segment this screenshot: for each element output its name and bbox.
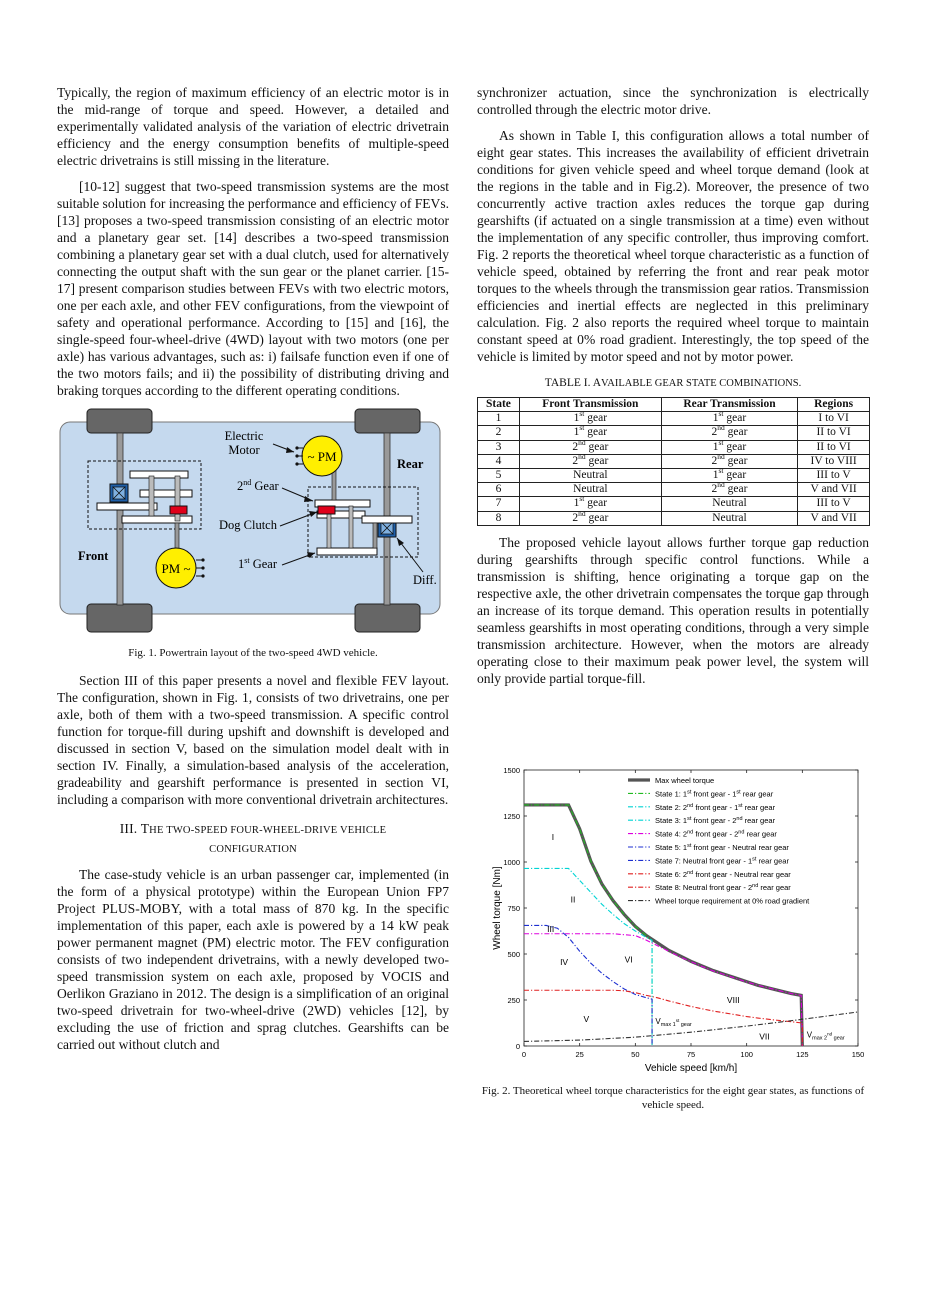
table-row <box>478 497 870 511</box>
figure-1 <box>57 408 449 660</box>
region-label: VIII <box>726 994 740 1005</box>
x-tick-label: 100 <box>740 1050 753 1059</box>
y-tick-label: 1000 <box>503 858 520 867</box>
x-tick-label: 50 <box>631 1050 640 1059</box>
table-cell: 1st gear <box>661 440 797 454</box>
legend-entry: State 8: Neutral front gear - 2nd rear gear <box>655 883 791 893</box>
x-tick-label: 0 <box>521 1050 527 1059</box>
table-cell: V and VII <box>798 483 870 497</box>
x-axis-label: Vehicle speed [km/h] <box>644 1063 738 1074</box>
region-label: V <box>583 1014 590 1025</box>
table-cell: III to V <box>798 497 870 511</box>
y-tick-label: 1250 <box>503 812 520 821</box>
table-cell: 2nd gear <box>519 454 661 468</box>
annotation: $V_{max 2}nd$ $_{gear}$ <box>806 1030 845 1042</box>
table-cell: I to VI <box>798 412 870 426</box>
legend-entry: State 3: 1st front gear - 2nd rear gear <box>655 816 776 826</box>
legend-entry: State 1: 1st front gear - 1st rear gear <box>655 789 774 799</box>
paragraph: [10-12] suggest that two-speed transmission systems are the most suitable solution for increasing the performance and efficiency of FEVs. [13] proposes a two-speed transmission consisting of an electric motor and a planetary gear set. [14] describes a two-speed transmission combining a planetary gear set with a dual clutch, used for alternatively connecting the output shaft with the sun gear or the planet carrier. [15-17] present comparison studies between FEVs with two electric motors, one per each axle, and other FEV configurations, from the viewpoint of safety and operational performance. According to [15] and [16], the single-speed four-wheel-drive (4WD) layout with two motors (one per axle) has various advantages, such as: i) failsafe function even if one of the two motors fails; and ii) the possibility of distributing driving and braking torques according to the different operating conditions. <box>57 179 449 398</box>
label-second-gear: 2nd Gear <box>237 478 279 493</box>
table-row <box>478 469 870 483</box>
legend-entry: State 2: 2nd front gear - 1st rear gear <box>655 802 776 812</box>
paragraph: The proposed vehicle layout allows further torque gap reduction during gearshifts through specific control functions. While a transmission is shifting, hence originating a torque gap on the respective axle, the other drivetrain compensates the torque gap through an increase of its torque demand. This operation results in potentially seamless gearshifts in most operating conditions, through a very simple transmission architecture. However, when the motors are already operating close to their maximum peak power level, the system will only provide partial torque-fill. <box>477 534 869 686</box>
region-label: VI <box>624 954 633 965</box>
right-column <box>477 84 869 696</box>
y-axis-label: Wheel torque [Nm] <box>492 866 503 950</box>
x-tick-label: 125 <box>796 1050 809 1059</box>
figure-2 <box>478 760 870 1080</box>
table-cell: 2nd gear <box>661 426 797 440</box>
figure-caption: Fig. 1. Powertrain layout of the two-speed 4WD vehicle. <box>128 647 378 659</box>
label-rear: Rear <box>397 457 424 471</box>
paragraph: Typically, the region of maximum efficiency of an electric motor is in the mid-range of torque and speed. However, a detailed and experimentally validated analysis of the variation of electric drivetrain efficiency and the energy consumption benefits of multiple-speed electric drivetrains is still missing in the literature. <box>57 85 449 168</box>
table-row <box>478 440 870 454</box>
front-differential <box>110 484 128 502</box>
y-tick-label: 500 <box>507 950 520 959</box>
label-motor: Motor <box>228 443 260 457</box>
wheel-rear-bottom <box>355 604 420 632</box>
legend-entry: Wheel torque requirement at 0% road gradient <box>655 896 810 906</box>
section-heading: III. THE TWO-SPEED FOUR-WHEEL-DRIVE VEHICLE CONFIGURATION <box>119 821 387 855</box>
paragraph: The case-study vehicle is an urban passenger car, implemented (in the form of a physical prototype) within the European Union FP7 Project PLUS-MOBY, with a total mass of 870 kg. In the specific implementation of this paper, each axle is powered by a 14 kW peak power permanent magnet (PM) electric motor. The FEV configuration consists of two independent drivetrains, with a newly developed two-speed transmission system on each axle, proposed by VOCIS and Oerlikon Graziano in 2012. The design is a simplification of an original two-speed drivetrain for two-wheel-drive (2WD) vehicles [12], by excluding the use of friction and sprag clutches. Gearshifts can be carried out without clutch and <box>57 867 449 1052</box>
region-label: VII <box>759 1031 770 1042</box>
x-tick-label: 75 <box>686 1050 696 1059</box>
table-cell: 2nd gear <box>661 483 797 497</box>
y-tick-label: 1500 <box>503 766 520 775</box>
table-cell: 1st gear <box>661 469 797 483</box>
paragraph: Section III of this paper presents a novel and flexible FEV layout. The configuration, shown in Fig. 1, consists of two drivetrains, one per axle, both of them with a two-speed transmission. A specific control function for torque-fill during upshift and downshift is developed and discussed in section V, based on the simulation model dealt with in section IV. Finally, a simulation-based analysis of the acceleration, gradeability and gearshift performance is presented in section VI, including a comparison with more conventional drivetrain architectures. <box>57 673 449 807</box>
table-cell: 5 <box>478 469 520 483</box>
rear-dog-clutch <box>318 506 335 514</box>
table-cell: Neutral <box>661 497 797 511</box>
torque-chart <box>478 760 870 1080</box>
y-tick-label: 750 <box>507 904 520 913</box>
table-cell: 2nd gear <box>519 511 661 525</box>
table-cell: 1st gear <box>519 497 661 511</box>
left-column <box>57 84 449 1062</box>
table-cell: 1 <box>478 412 520 426</box>
wheel-rear-top <box>355 409 420 433</box>
table-cell: 2 <box>478 426 520 440</box>
paragraph: As shown in Table I, this configuration allows a total number of eight gear states. This increases the availability of efficient drivetrain conditions for given vehicle speed and wheel torque demand (look at the regions in the table and in Fig.2). Moreover, the presence of two concurrently active traction axles reduces the torque gap during gearshifts (if actuated on a single transmission at a time) even without the implementation of any specific controller, thus improving comfort. Fig. 2 reports the theoretical wheel torque characteristic as a function of vehicle speed, obtained by referring the front and rear peak motor torques to the wheels through the transmission gear ratios. Transmission efficiencies and inertial effects are neglected in this preliminary calculation. Fig. 2 also reports the required wheel torque to maintain constant speed at 0% road gradient. Interestingly, the top speed of the vehicle is limited by motor speed and not by motor power. <box>477 128 869 364</box>
gear-state-table <box>477 397 870 526</box>
table-row <box>478 426 870 440</box>
table-cell: 2nd gear <box>519 440 661 454</box>
table-cell: 1st gear <box>519 412 661 426</box>
legend-entry: State 7: Neutral front gear - 1st rear gear <box>655 856 789 866</box>
wheel-front-top <box>87 409 152 433</box>
region-label: III <box>547 923 555 934</box>
table-cell: Neutral <box>519 469 661 483</box>
x-tick-label: 150 <box>851 1050 865 1059</box>
label-first-gear: 1st Gear <box>238 556 278 571</box>
table-cell: IV to VIII <box>798 454 870 468</box>
table-cell: 2nd gear <box>661 454 797 468</box>
label-electric: Electric <box>224 429 264 443</box>
label-diff: Diff. <box>413 573 437 587</box>
region-label: I <box>551 831 555 842</box>
column-header: Rear Transmission <box>661 398 797 412</box>
table-cell: V and VII <box>798 511 870 525</box>
plot-area <box>524 770 858 1046</box>
powertrain-diagram <box>57 408 449 636</box>
table-caption: TABLE I. AVAILABLE GEAR STATE COMBINATIONS. <box>544 377 802 389</box>
table-cell: II to VI <box>798 440 870 454</box>
table-cell: Neutral <box>661 511 797 525</box>
table-cell: 1st gear <box>519 426 661 440</box>
table-header-row <box>478 398 870 412</box>
column-header: Regions <box>798 398 870 412</box>
legend-entry: State 6: 2nd front gear - Neutral rear gear <box>655 869 791 879</box>
table-cell: III to V <box>798 469 870 483</box>
legend-entry: State 5: 1st front gear - Neutral rear gear <box>655 843 789 852</box>
legend-entry: Max wheel torque <box>655 776 715 785</box>
table-cell: II to VI <box>798 426 870 440</box>
table-cell: 1st gear <box>661 412 797 426</box>
table-cell: 4 <box>478 454 520 468</box>
paragraph: synchronizer actuation, since the synchronization is electrically controlled through the electric motor drive. <box>477 85 869 117</box>
pm-label: PM ~ <box>161 561 191 576</box>
column-header: Front Transmission <box>519 398 661 412</box>
figure-caption: Fig. 2. Theoretical wheel torque characteristics for the eight gear states, as functions of vehicle speed. <box>481 1085 865 1111</box>
region-label: II <box>570 894 576 905</box>
column-header: State <box>478 398 520 412</box>
annotation: $V_{max 1}st$ $_{gear}$ <box>655 1016 692 1028</box>
label-front: Front <box>78 549 109 563</box>
table-cell: Neutral <box>519 483 661 497</box>
label-dog-clutch: Dog Clutch <box>219 518 277 532</box>
table-row <box>478 454 870 468</box>
table-cell: 7 <box>478 497 520 511</box>
table-cell: 8 <box>478 511 520 525</box>
y-tick-label: 0 <box>515 1042 520 1051</box>
table-cell: 6 <box>478 483 520 497</box>
table-cell: 3 <box>478 440 520 454</box>
table-row <box>478 483 870 497</box>
legend-entry: State 4: 2nd front gear - 2nd rear gear <box>655 829 777 839</box>
pm-label: ~ PM <box>307 449 337 464</box>
table-row <box>478 412 870 426</box>
region-label: IV <box>560 957 569 968</box>
wheel-front-bottom <box>87 604 152 632</box>
table-row <box>478 511 870 525</box>
x-tick-label: 25 <box>575 1050 584 1059</box>
y-tick-label: 250 <box>507 996 520 1005</box>
front-dog-clutch <box>170 506 187 514</box>
table-body <box>478 409 870 526</box>
